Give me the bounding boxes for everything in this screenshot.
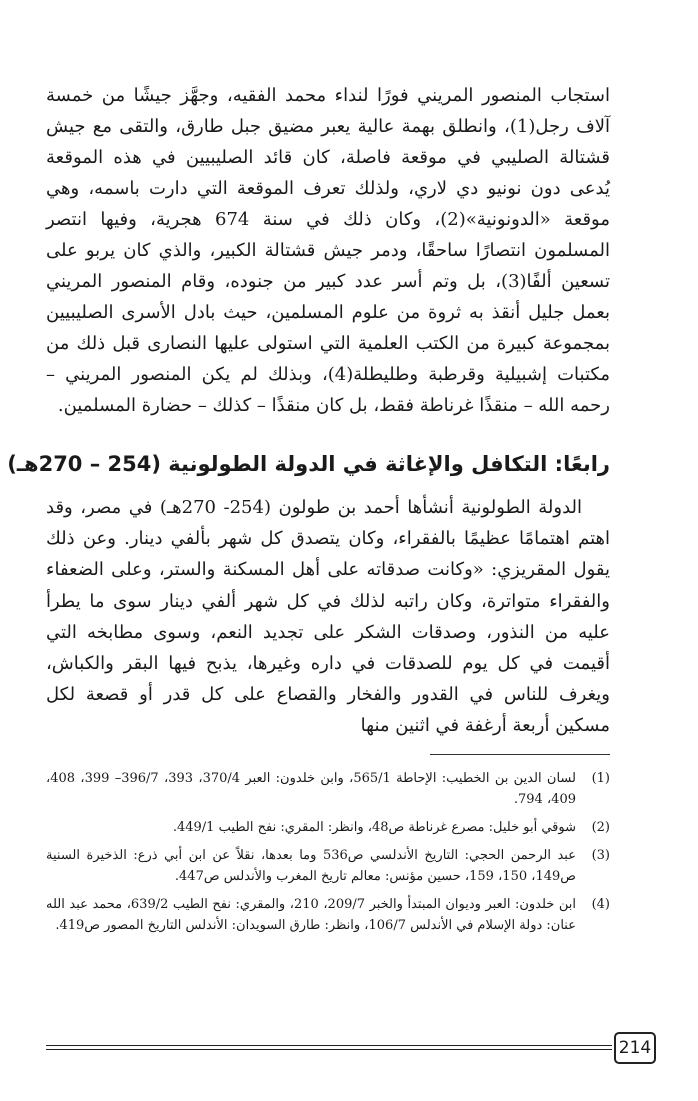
page-number: 214	[614, 1032, 656, 1064]
section-heading: رابعًا: التكافل والإغاثة في الدولة الطولونية (254 – 270هـ)	[7, 452, 610, 476]
footnote-text: ابن خلدون: العبر وديوان المبتدأ والخبر 209/7، 210، والمقري: نفح الطيب 639/2، محمد عبد الله عنان: دولة الإسلام في الأندلس 106/7، وانظر: طارق السويدان: الأندلس التاريخ المصور ص419.	[46, 897, 577, 933]
footnote-number: (2)	[591, 820, 610, 835]
intro-text-block	[46, 80, 610, 421]
footnote-4	[46, 894, 610, 936]
intro-paragraph: استجاب المنصور المريني فورًا لنداء محمد الفقيه، وجهَّز جيشًا من خمسة آلاف رجل(1)، وانطلق بهمة عالية يعبر مضيق جبل طارق، والتقى مع جيش قشتالة الصليبي في موقعة فاصلة، كان قائد الصليبيين في هذه الموقعة يُدعى دون نونيو دي لاري، ولذلك تعرف الموقعة التي دارت باسمه، وهي موقعة «الدونونية»(2)، وكان ذلك في سنة 674 هجرية، وفيها انتصر المسلمون انتصارًا ساحقًا، ودمر جيش قشتالة الكبير، والذي كان يربو على تسعين ألفًا(3)، بل وتم أسر عدد كبير من جنوده، وقام المنصور المريني بعمل جليل أنقذ به ثروة من علوم المسلمين، حيث بادل الأسرى الصليبيين بمجموعة كبيرة من الكتب العلمية التي استولى عليها النصارى قبل ذلك من مكتبات إشبيلية وقرطبة وطليطلة(4)، وبذلك لم يكن المنصور المريني – رحمه الله – منقذًا غرناطة فقط، بل كان منقذًا – كذلك – حضارة المسلمين.	[46, 85, 611, 416]
footnote-3	[46, 845, 610, 887]
footnote-1	[46, 768, 610, 810]
footnote-text: عبد الرحمن الحجي: التاريخ الأندلسي ص536 وما بعدها، نقلاً عن ابن أبي ذرع: الذخيرة السنية ص149، 150، 159، حسين مؤنس: معالم تاريخ المغرب والأندلس ص447.	[46, 848, 576, 884]
footnote-text: لسان الدين بن الخطيب: الإحاطة 565/1، وابن خلدون: العبر 370/4، 393، 396/7– 399، 408، 409، 794.	[46, 771, 576, 807]
footnotes	[46, 768, 610, 943]
footnote-text: شوقي أبو خليل: مصرع غرناطة ص48، وانظر: المقري: نفح الطيب 449/1.	[172, 820, 576, 835]
page-bottom-rule	[46, 1045, 612, 1050]
footnote-number: (3)	[591, 848, 610, 863]
footnote-separator	[430, 754, 610, 755]
footnote-number: (4)	[591, 897, 610, 912]
section-paragraph: الدولة الطولونية أنشأها أحمد بن طولون (254- 270هـ) في مصر، وقد اهتم اهتمامًا عظيمًا بالفقراء، وكان يتصدق كل شهر بألفي دينار. وعن ذلك يقول المقريزي: «وكانت صدقاته على أهل المسكنة والستر، وعلى الضعفاء والفقراء متواترة، وكان راتبه لذلك في كل شهر ألفي دينار سوى ما يطرأ عليه من النذور، وصدقات الشكر على تجديد النعم، وسوى مطابخه التي أقيمت في كل يوم للصدقات في داره وغيرها، يذبح فيها البقر والكباش، ويغرف للناس في القدور والفخار والقصاع على كل قدر أو قصعة لكل مسكين أربعة أرغفة في اثنين منها	[46, 497, 610, 737]
footnote-number: (1)	[591, 771, 610, 786]
section-text-block	[46, 492, 610, 742]
footnote-2	[46, 817, 610, 838]
